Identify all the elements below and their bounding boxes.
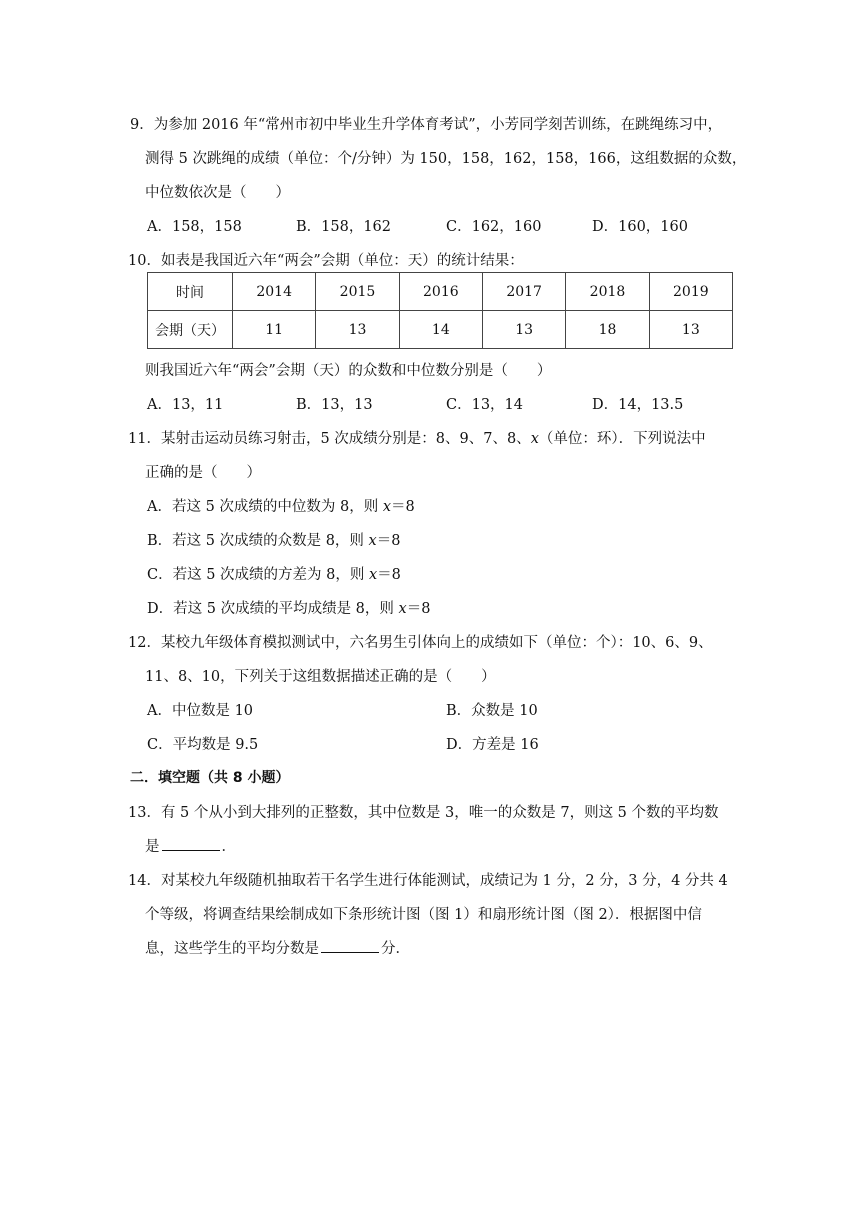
question-number: 12． bbox=[128, 635, 161, 651]
question-text: ． bbox=[221, 839, 236, 855]
option-text: ＝8 bbox=[406, 601, 431, 617]
question-text: 个等级，将调查结果绘制成如下条形统计图（图 1）和扇形统计图（图 2）．根据图中信 bbox=[145, 907, 702, 923]
question-text: 有 5 个从小到大排列的正整数，其中位数是 3，唯一的众数是 7，则这 5 个数的平均数 bbox=[160, 805, 719, 821]
table-cell: 2015 bbox=[316, 273, 399, 311]
question-text bbox=[145, 835, 236, 856]
question-text: 某校九年级体育模拟测试中，六名男生引体向上的成绩如下（单位：个）：10、6、9、 bbox=[160, 635, 713, 651]
question-number: 9． bbox=[130, 117, 154, 133]
table-cell: 2017 bbox=[482, 273, 565, 311]
option-a: A．13，11 bbox=[147, 397, 224, 413]
question-12 bbox=[128, 631, 713, 652]
option-text: ＝8 bbox=[391, 499, 415, 515]
question-text: 正确的是（ ） bbox=[145, 465, 261, 481]
option-d: D．160，160 bbox=[592, 219, 688, 235]
option-c: C．13，14 bbox=[446, 397, 523, 413]
question-text: 则我国近六年“两会”会期（天）的众数和中位数分别是（ ） bbox=[145, 363, 552, 379]
table-cell: 2019 bbox=[649, 273, 732, 311]
option-b: B．158，162 bbox=[296, 219, 392, 235]
option-b: B．众数是 10 bbox=[446, 703, 538, 719]
table-cell: 时间 bbox=[148, 273, 233, 311]
option-a: A．中位数是 10 bbox=[147, 703, 254, 719]
question-text: （单位：环）．下列说法中 bbox=[538, 431, 706, 447]
question-number: 13． bbox=[128, 805, 161, 821]
table-cell: 2014 bbox=[233, 273, 316, 311]
variable-x: x bbox=[382, 499, 392, 515]
question-text bbox=[145, 937, 410, 958]
table-cell: 18 bbox=[566, 311, 649, 349]
variable-x: x bbox=[368, 533, 377, 549]
option-c: C．平均数是 9.5 bbox=[147, 737, 259, 753]
option-d bbox=[147, 597, 430, 618]
option-d: D．14，13.5 bbox=[592, 397, 684, 413]
table-cell: 11 bbox=[233, 311, 316, 349]
question-number: 14． bbox=[128, 873, 161, 889]
question-14 bbox=[128, 869, 728, 890]
option-d: D．方差是 16 bbox=[446, 737, 539, 753]
variable-x: x bbox=[530, 431, 539, 447]
question-13 bbox=[128, 801, 719, 822]
option-text: ＝8 bbox=[376, 533, 401, 549]
option-text: A．若这 5 次成绩的中位数为 8，则 bbox=[147, 499, 383, 515]
question-text: 如表是我国近六年“两会”会期（单位：天）的统计结果： bbox=[160, 253, 524, 269]
option-text: D．若这 5 次成绩的平均成绩是 8，则 bbox=[147, 601, 399, 617]
option-b bbox=[147, 529, 400, 550]
question-text: 息，这些学生的平均分数是 bbox=[145, 941, 319, 957]
question-11 bbox=[128, 427, 706, 448]
table-cell: 13 bbox=[316, 311, 399, 349]
option-text: ＝8 bbox=[377, 567, 401, 583]
variable-x: x bbox=[368, 567, 378, 583]
table-row bbox=[148, 311, 733, 349]
question-number: 11． bbox=[128, 431, 161, 447]
question-text: 是 bbox=[145, 839, 160, 855]
question-10 bbox=[128, 249, 524, 270]
option-c: C．162，160 bbox=[446, 219, 542, 235]
question-text: 11、8、10，下列关于这组数据描述正确的是（ ） bbox=[145, 669, 496, 685]
question-text: 某射击运动员练习射击，5 次成绩分别是：8、9、7、8、 bbox=[160, 431, 531, 447]
table-row bbox=[148, 273, 733, 311]
answer-blank bbox=[162, 836, 220, 851]
question-text: 中位数依次是（ ） bbox=[145, 185, 290, 201]
option-a: A．158，158 bbox=[147, 219, 242, 235]
table-cell: 13 bbox=[649, 311, 732, 349]
table-cell: 2016 bbox=[399, 273, 482, 311]
option-c bbox=[147, 563, 401, 584]
stats-table bbox=[147, 272, 733, 349]
question-text: 分． bbox=[381, 941, 410, 957]
question-text: 对某校九年级随机抽取若干名学生进行体能测试，成绩记为 1 分，2 分，3 分，4 分共 4 bbox=[160, 873, 728, 889]
question-9 bbox=[130, 113, 722, 134]
table-cell: 14 bbox=[399, 311, 482, 349]
question-text: 为参加 2016 年“常州市初中毕业生升学体育考试”，小芳同学刻苦训练，在跳绳练习中， bbox=[153, 117, 723, 133]
question-number: 10． bbox=[128, 253, 161, 269]
table-cell: 2018 bbox=[566, 273, 649, 311]
table-cell: 会期（天） bbox=[148, 311, 233, 349]
option-b: B．13，13 bbox=[296, 397, 373, 413]
option-text: B．若这 5 次成绩的众数是 8，则 bbox=[147, 533, 369, 549]
option-text: C．若这 5 次成绩的方差为 8，则 bbox=[147, 567, 369, 583]
section-heading: 二．填空题（共 8 小题） bbox=[130, 770, 290, 786]
option-a bbox=[147, 495, 415, 516]
answer-blank bbox=[321, 938, 379, 953]
variable-x: x bbox=[398, 601, 407, 617]
question-text: 测得 5 次跳绳的成绩（单位：个/分钟）为 150，158，162，158，166，这组数据的众数， bbox=[145, 151, 747, 167]
table-cell: 13 bbox=[482, 311, 565, 349]
